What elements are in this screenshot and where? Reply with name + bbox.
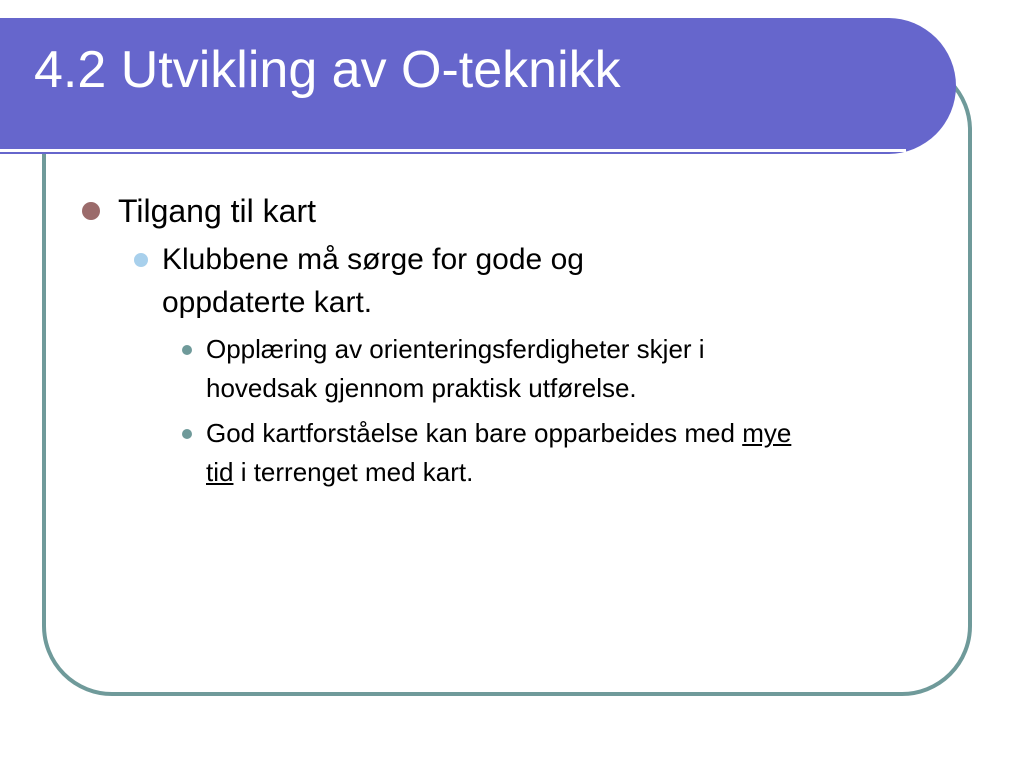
slide-body [82, 186, 802, 492]
bullet-level3-text-end: i terrenget med kart. [233, 457, 474, 487]
bullet-level3-text: Opplæring av orienteringsferdigheter skjer i hovedsak gjennom praktisk utførelse. [206, 334, 705, 403]
slide-title: 4.2 Utvikling av O-teknikk [34, 41, 621, 99]
bullet-level1-text: Tilgang til kart [118, 193, 316, 229]
bullet-level3-item [180, 330, 806, 408]
bullet-dot-icon [182, 345, 192, 355]
bullet-level3-item [180, 414, 806, 492]
title-underline-rule [0, 149, 906, 152]
bullet-level1-item [82, 186, 802, 236]
bullet-level2-item [126, 238, 722, 324]
bullet-dot-icon [82, 202, 100, 220]
bullet-level3-text-start: God kartforståelse kan bare opparbeides med [206, 418, 743, 448]
underlined-emphasis-text: mye tid [206, 418, 792, 487]
bullet-dot-icon [182, 429, 192, 439]
bullet-dot-icon [134, 253, 148, 267]
bullet-level2-text: Klubbene må sørge for gode og oppdaterte kart. [162, 243, 584, 319]
